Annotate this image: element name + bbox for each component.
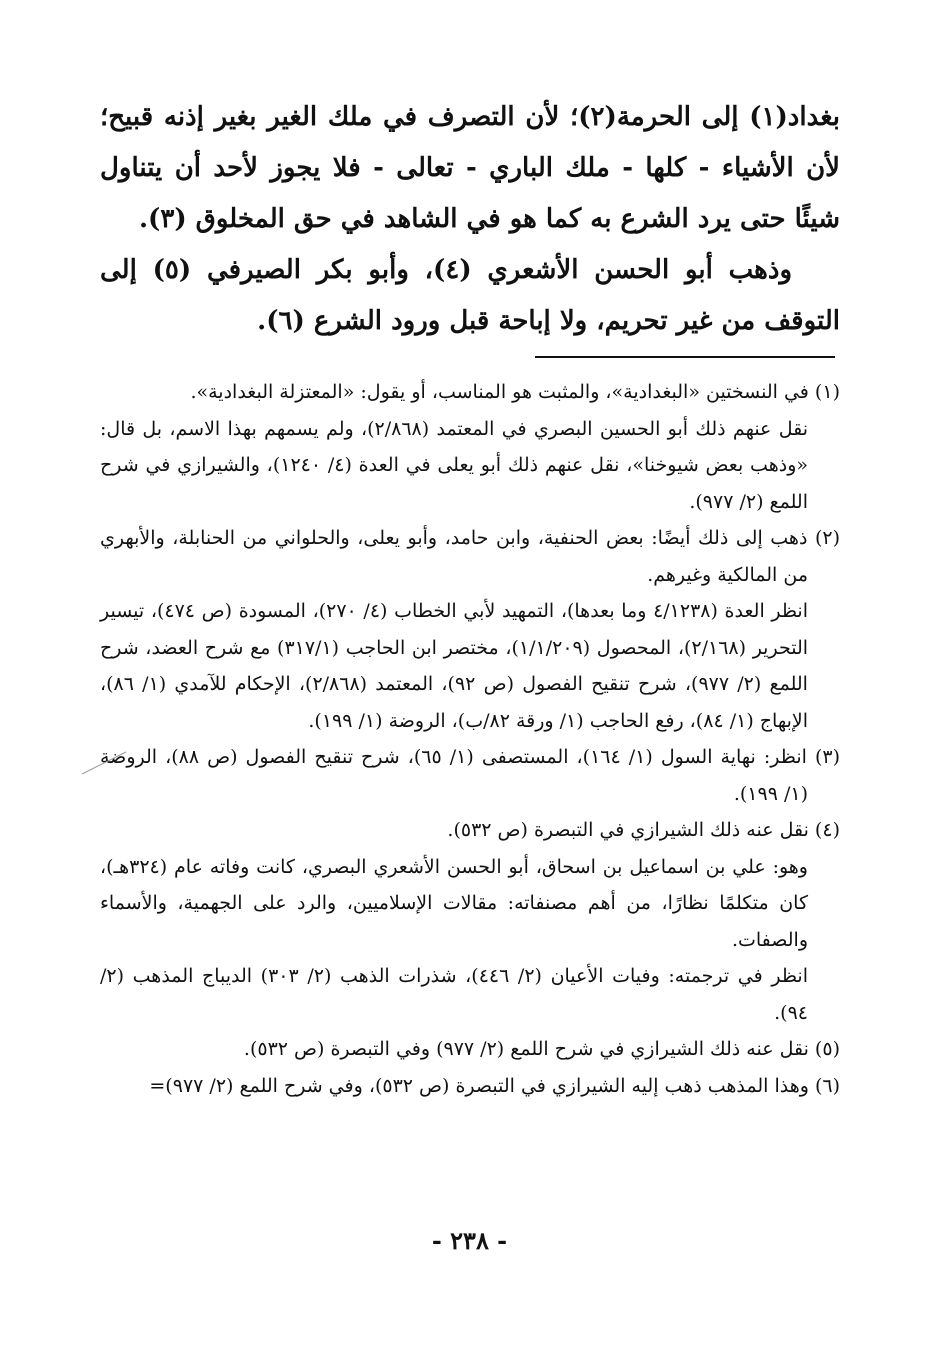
footnote-4: (٤) نقل عنه ذلك الشيرازي في التبصرة (ص ٥٣٢). bbox=[447, 819, 840, 841]
footnote-separator bbox=[535, 356, 835, 358]
footnote-4-biography: وهو: علي بن اسماعيل بن اسحاق، أبو الحسن الأشعري البصري، كانت وفاته عام (٣٢٤هـ)، كان متكلمًا نظارًا، من أهم مصنفاته: مقالات الإسلاميين، والرد على الجهمية، والأسماء والصفات. bbox=[100, 855, 808, 951]
footnote-6: (٦) وهذا المذهب ذهب إليه الشيرازي في التبصرة (ص ٥٣٢)، وفي شرح اللمع (٢/ ٩٧٧)= bbox=[149, 1074, 840, 1097]
main-text bbox=[100, 92, 840, 347]
footnote-1: (١) في النسختين «البغدادية»، والمثبت هو المناسب، أو يقول: «المعتزلة البغدادية». bbox=[190, 381, 840, 403]
footnote-5: (٥) نقل عنه ذلك الشيرازي في شرح اللمع (٢/ ٩٧٧) وفي التبصرة (ص ٥٣٢). bbox=[243, 1038, 840, 1060]
footnote-3: (٣) انظر: نهاية السول (١/ ١٦٤)، المستصفى (١/ ٦٥)، شرح تنقيح الفصول (ص ٨٨)، الروضة (١/ ١٩٩). bbox=[100, 746, 840, 805]
footnotes bbox=[100, 374, 840, 1104]
footnote-1-continuation: نقل عنهم ذلك أبو الحسين البصري في المعتمد (٢/٨٦٨)، ولم يسمهم بهذا الاسم، بل قال: «وذهب بعض شيوخنا»، نقل عنهم ذلك أبو يعلى في العدة (٤/ ١٢٤٠)، والشيرازي في شرح اللمع (٢/ ٩٧٧). bbox=[100, 417, 808, 513]
footnote-2-references: انظر العدة (٤/١٢٣٨ وما بعدها)، التمهيد لأبي الخطاب (٤/ ٢٧٠)، المسودة (ص ٤٧٤)، تيسير التحرير (٢/١٦٨)، المحصول (١/١/٢٠٩)، مختصر ابن الحاجب (٣١٧/١) مع شرح العضد، شرح اللمع (٢/ ٩٧٧)، شرح تنقيح الفصول (ص ٩٢)، المعتمد (٢/٨٦٨)، الإحكام للآمدي (١/ ٨٦)، الإبهاج (١/ ٨٤)، رفع الحاجب (١/ ورقة ٨٢/ب)، الروضة (١/ ١٩٩). bbox=[100, 600, 809, 732]
page-number: - ٢٣٨ - bbox=[431, 1226, 508, 1255]
main-paragraph-1: بغداد(١) إلى الحرمة(٢)؛ لأن التصرف في ملك الغير بغير إذنه قبيح؛ لأن الأشياء - كلها - ملك الباري - تعالى - فلا يجوز لأحد أن يتناول شيئًا حتى يرد الشرع به كما هو في الشاهد في حق المخلوق (٣). bbox=[100, 102, 840, 234]
footnote-4-references: انظر في ترجمته: وفيات الأعيان (٢/ ٤٤٦)، شذرات الذهب (٢/ ٣٠٣) الديباج المذهب (٢/ ٩٤). bbox=[100, 965, 808, 1024]
main-paragraph-2: وذهب أبو الحسن الأشعري (٤)، وأبو بكر الصيرفي (٥) إلى التوقف من غير تحريم، ولا إباحة قبل ورود الشرع (٦). bbox=[100, 255, 840, 336]
footnote-2: (٢) ذهب إلى ذلك أيضًا: بعض الحنفية، وابن حامد، وأبو يعلى، والحلواني من الحنابلة، والأبهري من المالكية وغيرهم. bbox=[100, 527, 840, 586]
pencil-stroke-mark bbox=[80, 748, 130, 778]
